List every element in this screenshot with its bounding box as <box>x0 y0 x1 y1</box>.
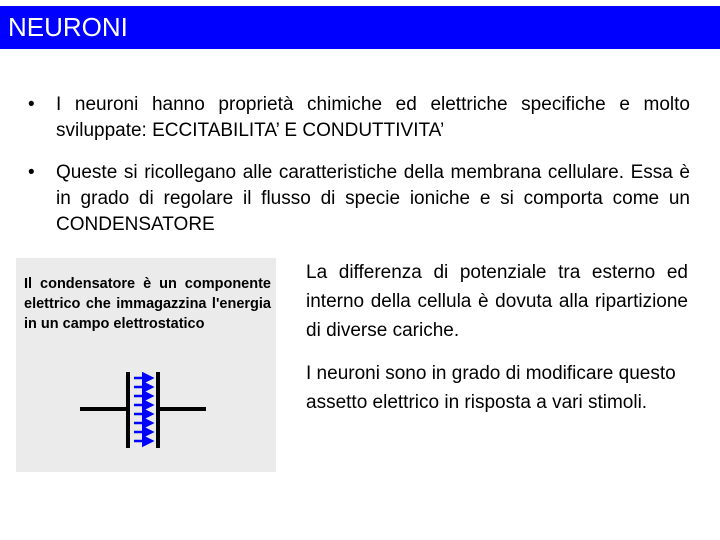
right-text-block <box>306 258 688 417</box>
bullet-list <box>28 92 690 254</box>
bullet-marker: • <box>28 162 35 183</box>
capacitor-note-text: Il condensatore è un componente elettrico che immagazzina l'energia in un campo elettrostatico <box>24 276 271 332</box>
capacitor-icon <box>78 370 208 450</box>
bullet-text: Queste si ricollegano alle caratteristiche della membrana cellulare. Essa è in grado di regolare il flusso di specie ioniche e si comporta come un CONDENSATORE <box>56 162 690 235</box>
neuron-modification-paragraph: I neuroni sono in grado di modificare questo assetto elettrico in risposta a vari stimoli. <box>306 363 676 413</box>
bullet-item <box>28 92 690 144</box>
bullet-marker: • <box>28 94 35 115</box>
bullet-text: I neuroni hanno proprietà chimiche ed elettriche specifiche e molto sviluppate: ECCITABILITA’ E CONDUTTIVITA’ <box>56 94 690 141</box>
potential-difference-paragraph: La differenza di potenziale tra esterno ed interno della cellula è dovuta alla ripartizione di diverse cariche. <box>306 262 688 341</box>
page-title: NEURONI <box>0 6 720 49</box>
bullet-item <box>28 160 690 238</box>
